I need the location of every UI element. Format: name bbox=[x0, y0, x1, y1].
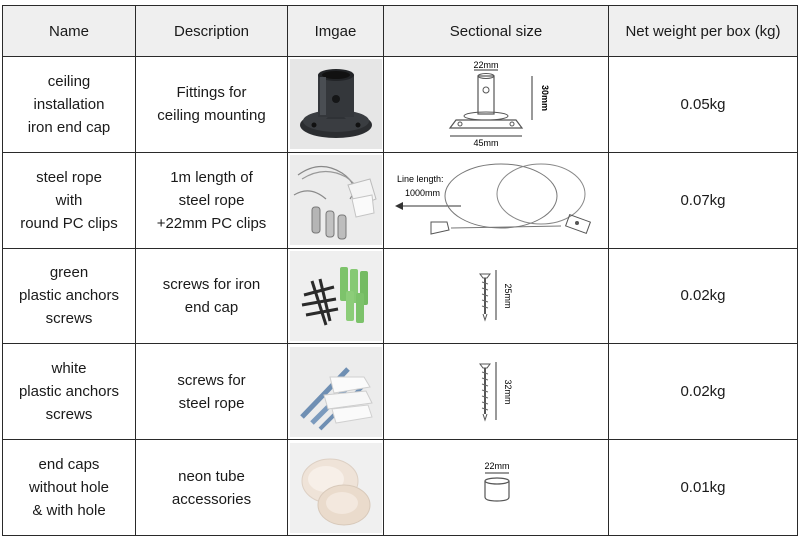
item-name: steel rope with round PC clips bbox=[20, 168, 118, 232]
end-cap-drawing bbox=[426, 60, 566, 148]
cell-image bbox=[288, 152, 384, 248]
item-name: green plastic anchors screws bbox=[18, 264, 120, 328]
item-description: neon tube accessories bbox=[171, 467, 252, 508]
green-screw-drawing bbox=[456, 256, 536, 336]
header-net-weight: Net weight per box (kg) bbox=[609, 6, 798, 57]
end-cap-tube-drawing bbox=[451, 453, 541, 523]
table-row bbox=[3, 344, 798, 440]
cell-sectional-size bbox=[384, 248, 609, 344]
table-row bbox=[3, 440, 798, 536]
spec-table bbox=[2, 5, 798, 536]
cell-image bbox=[288, 57, 384, 153]
steel-rope-photo bbox=[290, 155, 382, 245]
item-name: ceiling installation iron end cap bbox=[27, 72, 111, 136]
table-row bbox=[3, 57, 798, 153]
cell-name bbox=[3, 248, 136, 344]
cell-image bbox=[288, 344, 384, 440]
item-description: screws for steel rope bbox=[177, 371, 246, 412]
cell-sectional-size bbox=[384, 152, 609, 248]
white-screw-drawing bbox=[456, 352, 536, 432]
table-row bbox=[3, 248, 798, 344]
header-row bbox=[3, 6, 798, 57]
item-description: 1m length of steel rope +22mm PC clips bbox=[156, 168, 267, 232]
cell-description bbox=[136, 248, 288, 344]
item-description: Fittings for ceiling mounting bbox=[157, 84, 266, 125]
header-name: Name bbox=[3, 6, 136, 57]
cell-weight: 0.02kg bbox=[609, 248, 798, 344]
dim-bottom-width: 45mm bbox=[473, 138, 499, 149]
dim-height: 30mm bbox=[540, 85, 550, 112]
cell-weight: 0.02kg bbox=[609, 344, 798, 440]
green-anchors-photo bbox=[290, 251, 382, 341]
cell-name bbox=[3, 57, 136, 153]
cell-sectional-size bbox=[384, 344, 609, 440]
steel-rope-drawing bbox=[391, 156, 601, 244]
cell-description bbox=[136, 344, 288, 440]
dim-screw-length: 32mm bbox=[503, 379, 513, 405]
cell-image bbox=[288, 440, 384, 536]
cell-name bbox=[3, 440, 136, 536]
cell-name bbox=[3, 344, 136, 440]
cell-description bbox=[136, 440, 288, 536]
dim-screw-length: 25mm bbox=[503, 283, 513, 309]
item-name: white plastic anchors screws bbox=[18, 360, 120, 424]
cell-sectional-size bbox=[384, 440, 609, 536]
cell-description bbox=[136, 152, 288, 248]
white-anchors-photo bbox=[290, 347, 382, 437]
line-length-value: 1000mm bbox=[405, 188, 441, 199]
cell-weight: 0.01kg bbox=[609, 440, 798, 536]
header-sectional-size: Sectional size bbox=[384, 6, 609, 57]
cell-weight: 0.05kg bbox=[609, 57, 798, 153]
cell-sectional-size bbox=[384, 57, 609, 153]
cell-image bbox=[288, 248, 384, 344]
header-image: Imgae bbox=[288, 6, 384, 57]
cell-name bbox=[3, 152, 136, 248]
line-length-label: Line length: bbox=[397, 174, 444, 185]
cell-weight: 0.07kg bbox=[609, 152, 798, 248]
dim-cap-width: 22mm bbox=[484, 460, 510, 471]
end-cap-photo bbox=[290, 59, 382, 149]
end-caps-photo bbox=[290, 443, 382, 533]
item-name: end caps without hole & with hole bbox=[28, 456, 110, 520]
table-row bbox=[3, 152, 798, 248]
header-description: Description bbox=[136, 6, 288, 57]
dim-top-width: 22mm bbox=[473, 60, 499, 71]
item-description: screws for iron end cap bbox=[162, 275, 261, 316]
cell-description bbox=[136, 57, 288, 153]
